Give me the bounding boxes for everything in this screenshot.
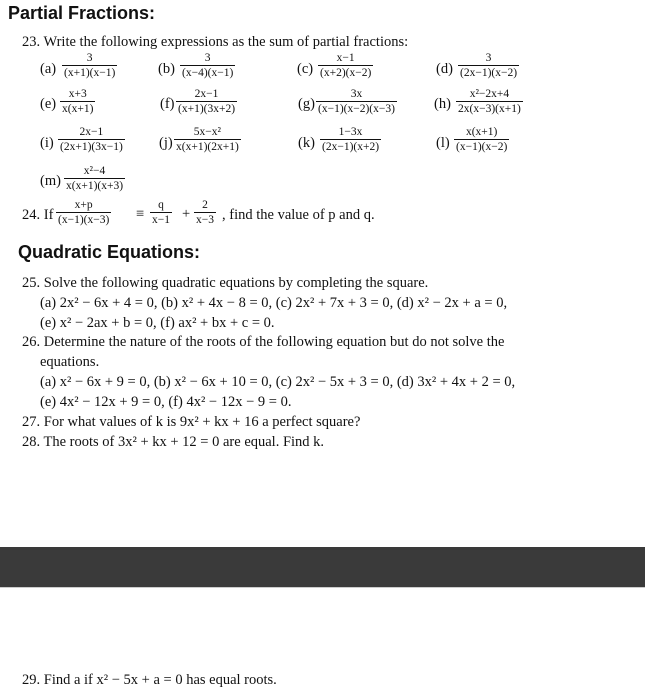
denominator: (2x−1)(x+2) <box>322 141 380 153</box>
fraction-f <box>176 88 237 116</box>
fraction-l <box>454 126 509 154</box>
fraction-m <box>64 165 125 193</box>
denominator: x−3 <box>196 214 214 226</box>
question-23 <box>22 34 408 51</box>
denominator: x(x+1)(x+3) <box>66 180 124 192</box>
q24-lhs-fraction <box>56 199 111 227</box>
item-label-g: (g) <box>298 96 315 112</box>
item-label-m: (m) <box>40 173 61 189</box>
numerator: x+3 <box>68 88 87 100</box>
question-25-line2: (a) 2x² − 6x + 4 = 0, (b) x² + 4x − 8 = 0, (c) 2x² + 7x + 3 = 0, (d) x² − 2x + a = 0, <box>40 295 508 311</box>
question-25-line1: 25. Solve the following quadratic equations by completing the square. <box>22 275 429 291</box>
numerator: 1−3x <box>338 126 363 138</box>
question-28: 28. The roots of 3x² + kx + 12 = 0 are equal. Find k. <box>22 434 325 450</box>
fraction-j <box>174 126 241 154</box>
denominator: x−1 <box>152 214 170 226</box>
numerator: x−1 <box>336 52 355 64</box>
page-divider-band <box>0 547 645 587</box>
question-26-line1: 26. Determine the nature of the roots of the following equation but do not solve the <box>22 334 505 350</box>
denominator: x(x+1)(2x+1) <box>176 141 239 153</box>
denominator: (x−4)(x−1) <box>182 67 234 79</box>
fraction-h <box>456 88 523 116</box>
numerator: 2x−1 <box>194 88 219 100</box>
numerator: 2 <box>202 199 208 211</box>
question-25-line3: (e) x² − 2ax + b = 0, (f) ax² + bx + c = 0. <box>40 315 275 331</box>
numerator: q <box>158 199 164 211</box>
question-29: 29. Find a if x² − 5x + a = 0 has equal roots. <box>22 672 277 688</box>
item-label-h: (h) <box>434 96 451 112</box>
numerator: 3 <box>86 52 93 64</box>
item-label-d: (d) <box>436 61 453 77</box>
denominator: x(x+1) <box>62 103 94 115</box>
denominator: (x−1)(x−2) <box>456 141 508 153</box>
q24-term2-fraction <box>194 199 216 227</box>
denominator: (2x−1)(x−2) <box>460 67 518 79</box>
fraction-g <box>316 88 397 116</box>
denominator: (x+1)(3x+2) <box>178 103 236 115</box>
denominator: (x+1)(x−1) <box>64 67 116 79</box>
item-label-i: (i) <box>40 135 54 151</box>
item-label-l: (l) <box>436 135 450 151</box>
q24-plus: + <box>182 206 191 222</box>
question-text: Write the following expressions as the sum of partial fractions: <box>43 34 409 50</box>
item-label-b: (b) <box>158 61 175 77</box>
numerator: 3 <box>485 52 492 64</box>
fraction-a <box>62 52 117 80</box>
denominator: (x−1)(x−2)(x−3) <box>318 103 395 115</box>
q24-prefix: 24. If <box>22 207 54 223</box>
denominator: (x−1)(x−3) <box>58 214 110 226</box>
item-label-j: (j) <box>159 135 173 151</box>
denominator: (x+2)(x−2) <box>320 67 372 79</box>
section-heading-quadratic: Quadratic Equations: <box>18 242 201 262</box>
fraction-e <box>60 88 95 116</box>
denominator: (2x+1)(3x−1) <box>60 141 123 153</box>
fraction-c <box>318 52 373 80</box>
item-label-a: (a) <box>40 61 57 77</box>
q24-suffix: , find the value of p and q. <box>222 207 375 223</box>
question-number: 23. <box>22 34 41 50</box>
numerator: x²−4 <box>83 165 106 177</box>
fraction-i <box>58 126 125 154</box>
item-label-e: (e) <box>40 96 57 112</box>
denominator: 2x(x−3)(x+1) <box>458 103 521 115</box>
question-26-line4: (e) 4x² − 12x + 9 = 0, (f) 4x² − 12x − 9 = 0. <box>40 394 292 410</box>
q24-equiv: ≡ <box>136 206 145 222</box>
q24-term1-fraction <box>150 199 172 227</box>
numerator: 3 <box>204 52 211 64</box>
divider-line <box>0 587 645 588</box>
fraction-b <box>180 52 235 80</box>
fraction-k <box>320 126 381 154</box>
numerator: x²−2x+4 <box>469 88 510 100</box>
numerator: 5x−x² <box>193 126 221 138</box>
numerator: 3x <box>350 88 363 100</box>
item-label-k: (k) <box>298 135 315 151</box>
question-27: 27. For what values of k is 9x² + kx + 16 a perfect square? <box>22 414 361 430</box>
fraction-d <box>458 52 519 80</box>
item-label-c: (c) <box>297 61 314 77</box>
question-26-line2: equations. <box>40 354 100 370</box>
item-label-f: (f) <box>160 96 175 112</box>
numerator: 2x−1 <box>79 126 104 138</box>
numerator: x+p <box>74 199 93 211</box>
numerator: x(x+1) <box>465 126 498 138</box>
section-heading-partial-fractions: Partial Fractions: <box>8 3 156 23</box>
question-26-line3: (a) x² − 6x + 9 = 0, (b) x² − 6x + 10 = 0, (c) 2x² − 5x + 3 = 0, (d) 3x² + 4x + 2 = 0, <box>40 374 516 390</box>
